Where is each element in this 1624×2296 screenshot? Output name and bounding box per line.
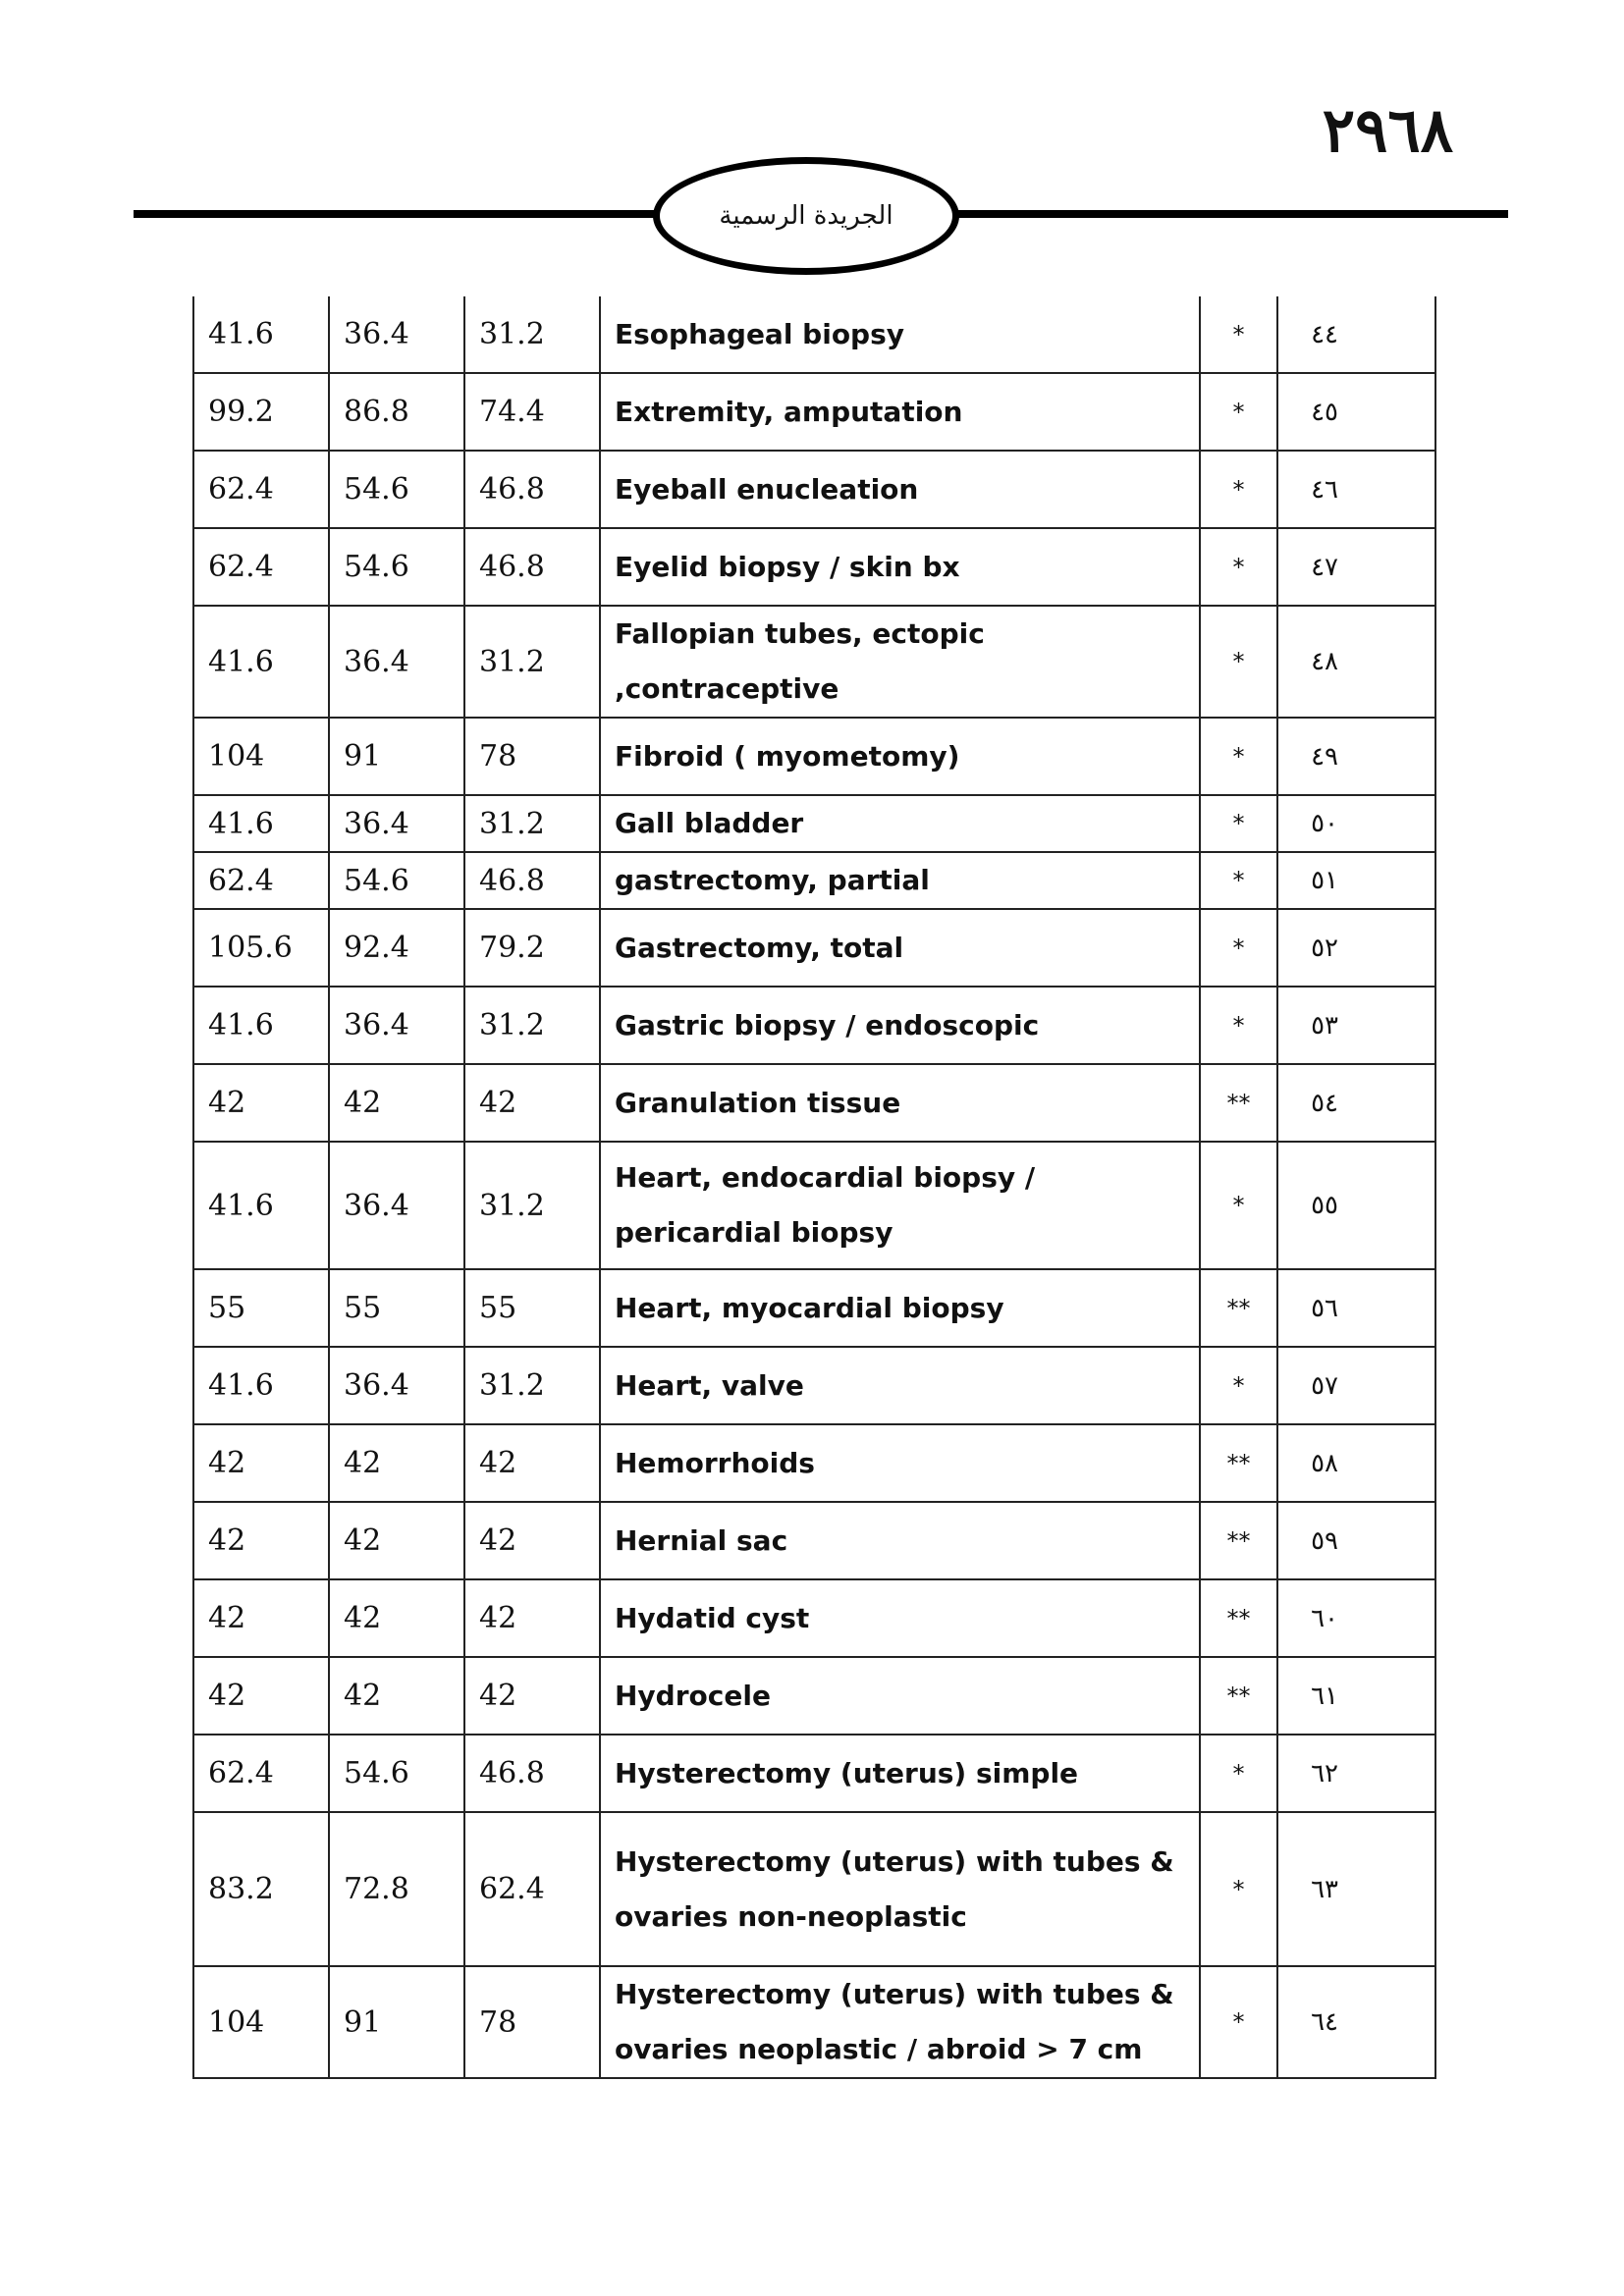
fee-cell-col1: 62.4 [193, 1735, 329, 1812]
fee-cell-col3: 46.8 [464, 528, 600, 606]
sequence-number: ٤٧ [1277, 528, 1435, 606]
procedure-description: Hydatid cyst [600, 1579, 1200, 1657]
fee-table-container [192, 296, 1435, 2079]
category-mark: * [1200, 1812, 1277, 1966]
sequence-number: ٦٠ [1277, 1579, 1435, 1657]
fee-cell-col2: 54.6 [329, 528, 464, 606]
fee-cell-col1: 41.6 [193, 987, 329, 1064]
procedure-description: Granulation tissue [600, 1064, 1200, 1142]
table-row [193, 373, 1435, 451]
fee-cell-col2: 42 [329, 1579, 464, 1657]
category-mark: ** [1200, 1424, 1277, 1502]
sequence-number: ٥٣ [1277, 987, 1435, 1064]
procedure-description: Fallopian tubes, ectopic ,contraceptive [600, 606, 1200, 718]
fee-table-body [193, 296, 1435, 2078]
sequence-number: ٥٧ [1277, 1347, 1435, 1424]
table-row [193, 606, 1435, 718]
procedure-description: Hydrocele [600, 1657, 1200, 1735]
fee-cell-col1: 104 [193, 718, 329, 795]
fee-cell-col3: 31.2 [464, 606, 600, 718]
fee-cell-col1: 55 [193, 1269, 329, 1347]
category-mark: * [1200, 1966, 1277, 2078]
table-row [193, 987, 1435, 1064]
table-row [193, 1966, 1435, 2078]
category-mark: * [1200, 296, 1277, 373]
fee-cell-col1: 104 [193, 1966, 329, 2078]
table-row [193, 451, 1435, 528]
table-row [193, 909, 1435, 987]
fee-cell-col2: 54.6 [329, 852, 464, 909]
sequence-number: ٦٢ [1277, 1735, 1435, 1812]
sequence-number: ٦١ [1277, 1657, 1435, 1735]
sequence-number: ٥٢ [1277, 909, 1435, 987]
fee-cell-col1: 99.2 [193, 373, 329, 451]
table-row [193, 1579, 1435, 1657]
fee-cell-col2: 42 [329, 1657, 464, 1735]
category-mark: * [1200, 909, 1277, 987]
procedure-description: Hernial sac [600, 1502, 1200, 1579]
category-mark: * [1200, 1347, 1277, 1424]
category-mark: * [1200, 852, 1277, 909]
category-mark: * [1200, 718, 1277, 795]
fee-cell-col2: 54.6 [329, 451, 464, 528]
fee-cell-col1: 41.6 [193, 795, 329, 852]
fee-cell-col3: 79.2 [464, 909, 600, 987]
table-row [193, 1812, 1435, 1966]
sequence-number: ٥٠ [1277, 795, 1435, 852]
table-row [193, 852, 1435, 909]
fee-cell-col3: 31.2 [464, 1142, 600, 1269]
sequence-number: ٥٩ [1277, 1502, 1435, 1579]
fee-cell-col3: 78 [464, 1966, 600, 2078]
fee-cell-col3: 46.8 [464, 451, 600, 528]
category-mark: * [1200, 795, 1277, 852]
gazette-title: الجريدة الرسمية [719, 201, 893, 231]
category-mark: * [1200, 1142, 1277, 1269]
sequence-number: ٥٥ [1277, 1142, 1435, 1269]
procedure-description: Hysterectomy (uterus) simple [600, 1735, 1200, 1812]
table-row [193, 1424, 1435, 1502]
fee-cell-col3: 46.8 [464, 1735, 600, 1812]
fee-cell-col2: 55 [329, 1269, 464, 1347]
category-mark: * [1200, 528, 1277, 606]
procedure-description: Gastric biopsy / endoscopic [600, 987, 1200, 1064]
table-row [193, 1502, 1435, 1579]
procedure-description: gastrectomy, partial [600, 852, 1200, 909]
fee-cell-col2: 86.8 [329, 373, 464, 451]
fee-cell-col2: 92.4 [329, 909, 464, 987]
procedure-description: Gastrectomy, total [600, 909, 1200, 987]
fee-cell-col1: 62.4 [193, 451, 329, 528]
fee-cell-col2: 36.4 [329, 606, 464, 718]
fee-cell-col1: 42 [193, 1502, 329, 1579]
sequence-number: ٤٩ [1277, 718, 1435, 795]
category-mark: ** [1200, 1579, 1277, 1657]
category-mark: * [1200, 451, 1277, 528]
fee-cell-col1: 42 [193, 1424, 329, 1502]
table-row [193, 528, 1435, 606]
fee-cell-col3: 78 [464, 718, 600, 795]
gazette-title-oval [653, 157, 959, 275]
procedure-description: Hysterectomy (uterus) with tubes & ovaries neoplastic / abroid > 7 cm [600, 1966, 1200, 2078]
category-mark: ** [1200, 1502, 1277, 1579]
fee-cell-col3: 31.2 [464, 795, 600, 852]
fee-cell-col3: 42 [464, 1064, 600, 1142]
procedure-description: Heart, myocardial biopsy [600, 1269, 1200, 1347]
category-mark: * [1200, 606, 1277, 718]
procedure-description: Hemorrhoids [600, 1424, 1200, 1502]
sequence-number: ٤٨ [1277, 606, 1435, 718]
fee-cell-col3: 31.2 [464, 987, 600, 1064]
procedure-description: Heart, valve [600, 1347, 1200, 1424]
sequence-number: ٦٣ [1277, 1812, 1435, 1966]
table-row [193, 1657, 1435, 1735]
fee-cell-col1: 105.6 [193, 909, 329, 987]
procedure-description: Fibroid ( myometomy) [600, 718, 1200, 795]
procedure-description: Extremity, amputation [600, 373, 1200, 451]
sequence-number: ٥٦ [1277, 1269, 1435, 1347]
fee-cell-col1: 62.4 [193, 852, 329, 909]
fee-cell-col2: 91 [329, 718, 464, 795]
sequence-number: ٥٤ [1277, 1064, 1435, 1142]
procedure-description: Heart, endocardial biopsy / pericardial biopsy [600, 1142, 1200, 1269]
sequence-number: ٥٨ [1277, 1424, 1435, 1502]
procedure-description: Eyeball enucleation [600, 451, 1200, 528]
fee-cell-col2: 36.4 [329, 1142, 464, 1269]
procedure-description: Hysterectomy (uterus) with tubes & ovaries non-neoplastic [600, 1812, 1200, 1966]
fee-cell-col2: 36.4 [329, 1347, 464, 1424]
fee-cell-col2: 72.8 [329, 1812, 464, 1966]
fee-cell-col1: 41.6 [193, 296, 329, 373]
category-mark: * [1200, 373, 1277, 451]
fee-cell-col3: 42 [464, 1502, 600, 1579]
sequence-number: ٤٤ [1277, 296, 1435, 373]
sequence-number: ٤٥ [1277, 373, 1435, 451]
sequence-number: ٦٤ [1277, 1966, 1435, 2078]
fee-cell-col3: 31.2 [464, 296, 600, 373]
fee-cell-col1: 41.6 [193, 606, 329, 718]
table-row [193, 718, 1435, 795]
fee-cell-col1: 83.2 [193, 1812, 329, 1966]
fee-cell-col2: 36.4 [329, 795, 464, 852]
category-mark: * [1200, 1735, 1277, 1812]
sequence-number: ٤٦ [1277, 451, 1435, 528]
fee-cell-col3: 42 [464, 1424, 600, 1502]
table-row [193, 1064, 1435, 1142]
fee-cell-col3: 31.2 [464, 1347, 600, 1424]
table-row [193, 1269, 1435, 1347]
fee-cell-col2: 36.4 [329, 296, 464, 373]
procedure-description: Eyelid biopsy / skin bx [600, 528, 1200, 606]
fee-cell-col3: 42 [464, 1657, 600, 1735]
fee-table [192, 296, 1436, 2079]
fee-cell-col1: 41.6 [193, 1347, 329, 1424]
fee-cell-col3: 42 [464, 1579, 600, 1657]
category-mark: ** [1200, 1657, 1277, 1735]
fee-cell-col2: 42 [329, 1502, 464, 1579]
procedure-description: Esophageal biopsy [600, 296, 1200, 373]
fee-cell-col3: 46.8 [464, 852, 600, 909]
fee-cell-col1: 42 [193, 1064, 329, 1142]
table-row [193, 1735, 1435, 1812]
table-row [193, 1347, 1435, 1424]
fee-cell-col2: 36.4 [329, 987, 464, 1064]
fee-cell-col2: 54.6 [329, 1735, 464, 1812]
fee-cell-col3: 55 [464, 1269, 600, 1347]
fee-cell-col1: 62.4 [193, 528, 329, 606]
fee-cell-col1: 42 [193, 1657, 329, 1735]
fee-cell-col2: 42 [329, 1064, 464, 1142]
table-row [193, 795, 1435, 852]
table-row [193, 296, 1435, 373]
category-mark: ** [1200, 1269, 1277, 1347]
fee-cell-col3: 62.4 [464, 1812, 600, 1966]
table-row [193, 1142, 1435, 1269]
category-mark: ** [1200, 1064, 1277, 1142]
sequence-number: ٥١ [1277, 852, 1435, 909]
fee-cell-col3: 74.4 [464, 373, 600, 451]
fee-cell-col2: 42 [329, 1424, 464, 1502]
page-number: ٢٩٦٨ [1322, 94, 1453, 166]
category-mark: * [1200, 987, 1277, 1064]
fee-cell-col2: 91 [329, 1966, 464, 2078]
procedure-description: Gall bladder [600, 795, 1200, 852]
fee-cell-col1: 42 [193, 1579, 329, 1657]
fee-cell-col1: 41.6 [193, 1142, 329, 1269]
